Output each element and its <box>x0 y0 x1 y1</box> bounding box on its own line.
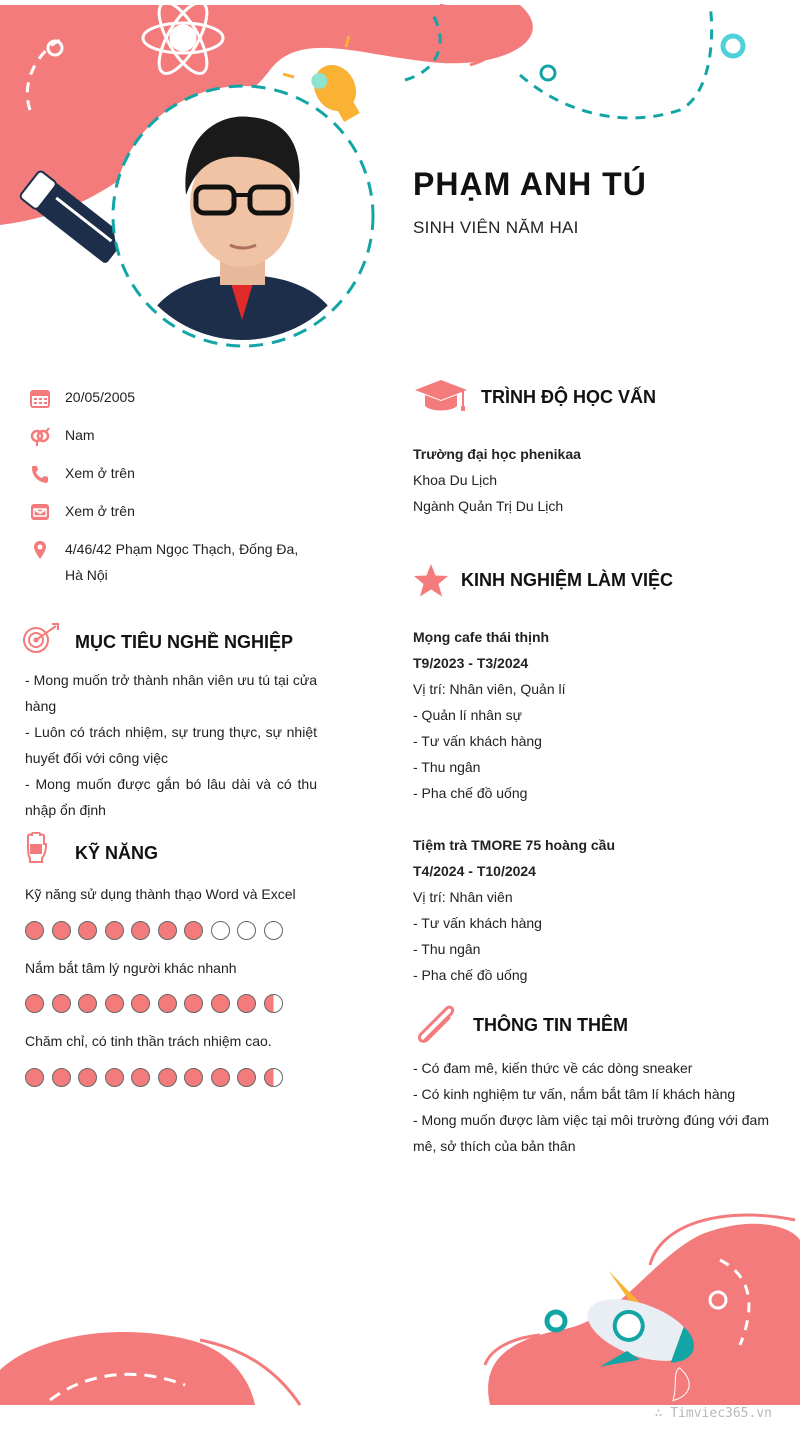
skill-name: Kỹ năng sử dụng thành thạo Word và Excel <box>25 886 296 902</box>
skill-name: Chăm chỉ, có tinh thần trách nhiệm cao. <box>25 1033 272 1049</box>
additional-title: THÔNG TIN THÊM <box>473 1015 628 1035</box>
job-entry <box>413 624 773 806</box>
rating-dot <box>52 1068 71 1087</box>
job-entry <box>413 832 773 988</box>
job-period: T9/2023 - T3/2024 <box>413 655 529 671</box>
rating-dot <box>158 994 177 1013</box>
rating-dot <box>237 1068 256 1087</box>
rating-dot <box>105 921 124 940</box>
job-task: - Thu ngân <box>413 941 481 957</box>
rating-dot <box>25 994 44 1013</box>
rating-dot <box>264 1068 283 1087</box>
job-period: T4/2024 - T10/2024 <box>413 863 536 879</box>
rating-dot <box>131 921 150 940</box>
rating-dot <box>105 994 124 1013</box>
rating-dot <box>78 994 97 1013</box>
gender-icon <box>30 426 50 446</box>
rating-dot <box>237 921 256 940</box>
watermark: ∴ Timviec365.vn <box>654 1406 772 1421</box>
objective-line: - Mong muốn trở thành nhân viên ưu tú tại cửa hàng <box>25 672 317 714</box>
address-text: 4/46/42 Phạm Ngọc Thạch, Đống Đa, Hà Nội <box>65 541 299 583</box>
rating-dot <box>211 921 230 940</box>
job-position: Vị trí: Nhân viên <box>413 889 513 905</box>
rating-dot <box>131 1068 150 1087</box>
job-task: - Quản lí nhân sự <box>413 707 522 723</box>
rating-dot <box>25 1068 44 1087</box>
skill-rating <box>25 921 283 940</box>
rating-dot <box>158 1068 177 1087</box>
rating-dot <box>184 921 203 940</box>
additional-text <box>413 1055 773 1159</box>
phone-text: Xem ở trên <box>65 465 135 481</box>
faculty-name: Khoa Du Lịch <box>413 472 498 488</box>
profile-photo <box>120 95 365 340</box>
rating-dot <box>184 994 203 1013</box>
skills-title: KỸ NĂNG <box>75 843 159 863</box>
email-icon <box>30 502 50 522</box>
location-pin-icon <box>30 540 50 560</box>
job-position: Vị trí: Nhân viên, Quản lí <box>413 681 566 697</box>
additional-line: - Có kinh nghiệm tư vấn, nắm bắt tâm lí khách hàng <box>413 1086 736 1102</box>
rating-dot <box>78 1068 97 1087</box>
rating-dot <box>158 921 177 940</box>
gender-text: Nam <box>65 427 95 443</box>
rating-dot <box>211 994 230 1013</box>
paperclip-icon <box>415 1004 461 1046</box>
education-title: TRÌNH ĐỘ HỌC VẤN <box>481 387 656 407</box>
email-text: Xem ở trên <box>65 503 135 519</box>
skill-rating <box>25 994 283 1013</box>
rating-dot <box>25 921 44 940</box>
skill-rating <box>25 1068 283 1087</box>
rating-dot <box>52 921 71 940</box>
job-task: - Tư vấn khách hàng <box>413 915 542 931</box>
rating-dot <box>264 921 283 940</box>
target-icon <box>22 622 62 656</box>
rating-dot <box>264 994 283 1013</box>
job-task: - Pha chế đồ uống <box>413 967 528 983</box>
star-icon <box>413 563 449 598</box>
rating-dot <box>105 1068 124 1087</box>
job-company: Mọng cafe thái thịnh <box>413 629 550 645</box>
job-task: - Thu ngân <box>413 759 481 775</box>
phone-icon <box>30 464 50 484</box>
birthday-text: 20/05/2005 <box>65 389 136 405</box>
experience-title: KINH NGHIỆM LÀM VIỆC <box>461 570 674 590</box>
education-details <box>413 441 773 519</box>
fist-icon <box>25 832 49 864</box>
candidate-name: PHẠM ANH TÚ <box>413 166 647 202</box>
additional-line: - Có đam mê, kiến thức về các dòng sneaker <box>413 1060 693 1076</box>
job-task: - Pha chế đồ uống <box>413 785 528 801</box>
calendar-icon <box>30 388 50 408</box>
objective-line: - Mong muốn được gắn bó lâu dài và có thu nhập ổn định <box>25 776 317 818</box>
additional-line: - Mong muốn được làm việc tại môi trường đúng với đam mê, sở thích của bản thân <box>413 1112 769 1154</box>
major-name: Ngành Quản Trị Du Lịch <box>413 498 564 514</box>
rating-dot <box>237 994 256 1013</box>
graduation-cap-icon <box>413 378 469 414</box>
job-company: Tiệm trà TMORE 75 hoàng cầu <box>413 837 616 853</box>
objective-line: - Luôn có trách nhiệm, sự trung thực, sự nhiệt huyết đối với công việc <box>25 724 317 766</box>
job-task: - Tư vấn khách hàng <box>413 733 542 749</box>
objective-text <box>25 667 317 823</box>
rating-dot <box>52 994 71 1013</box>
rating-dot <box>131 994 150 1013</box>
skill-name: Nắm bắt tâm lý người khác nhanh <box>25 960 237 976</box>
candidate-title: SINH VIÊN NĂM HAI <box>413 218 579 237</box>
objective-title: MỤC TIÊU NGHỀ NGHIỆP <box>75 632 294 652</box>
school-name: Trường đại học phenikaa <box>413 446 581 462</box>
rating-dot <box>78 921 97 940</box>
rating-dot <box>184 1068 203 1087</box>
rating-dot <box>211 1068 230 1087</box>
